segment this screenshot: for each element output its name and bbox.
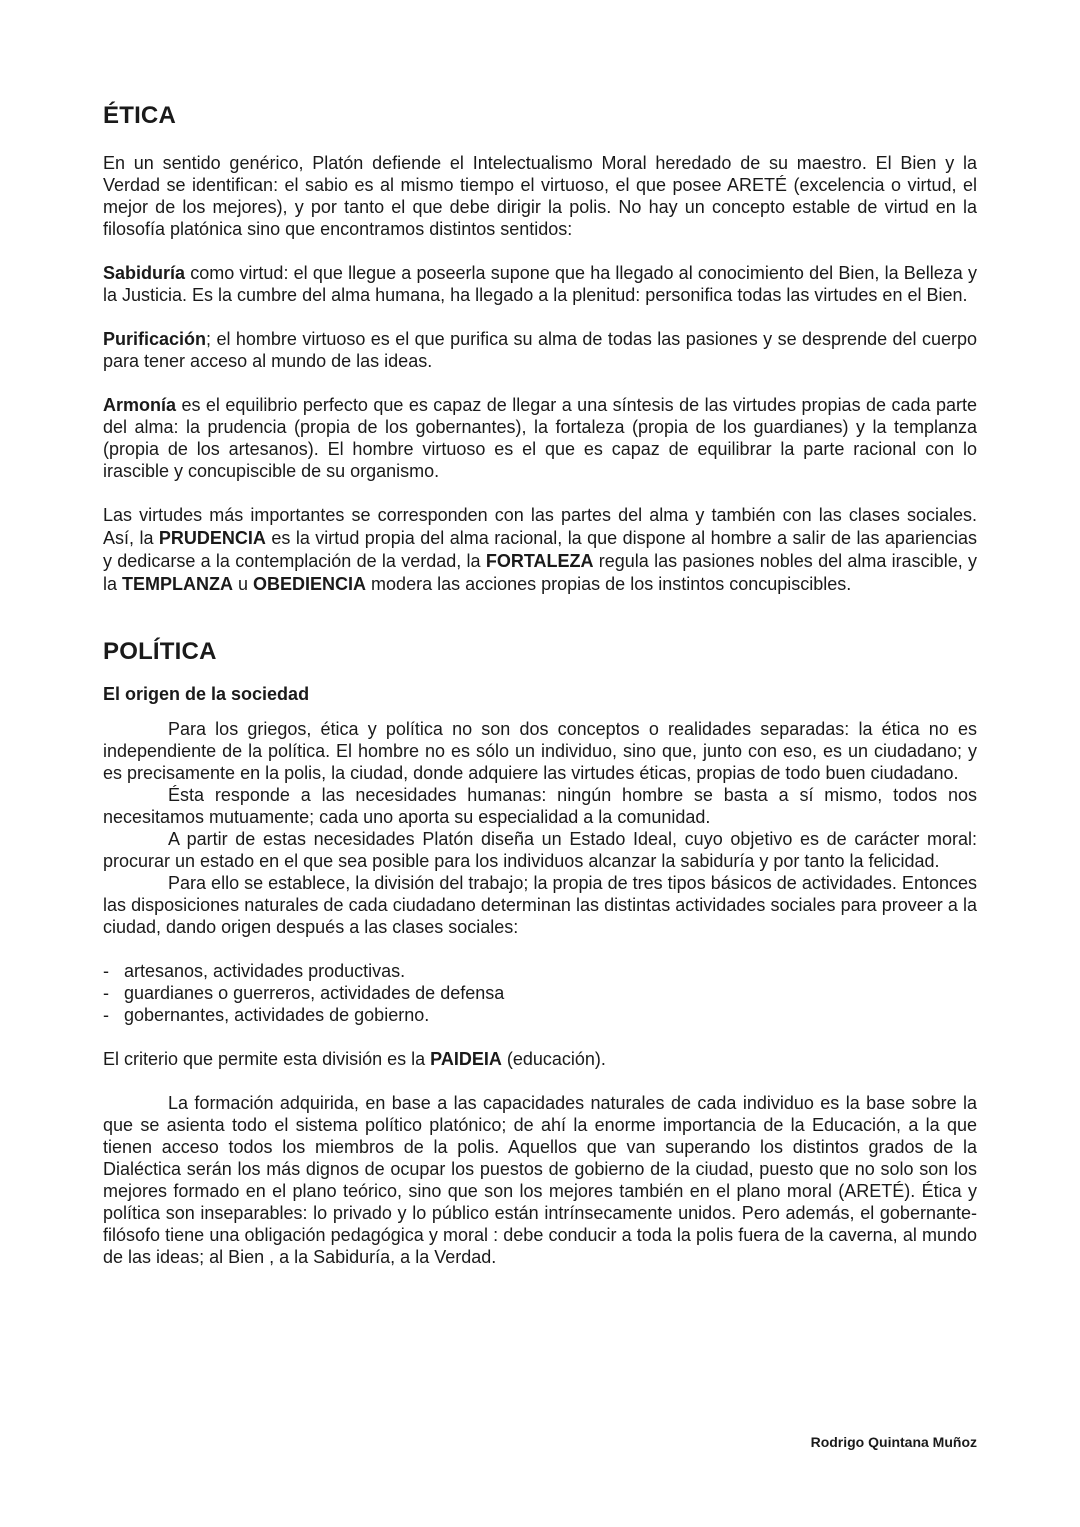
etica-heading: ÉTICA bbox=[103, 102, 176, 129]
politica-paragraph-2: Ésta responde a las necesidades humanas: ningún hombre se basta a sí mismo, todos nos necesitamos mutuamente; cada uno aporta su especialidad a la comunidad. bbox=[103, 785, 977, 827]
list-dash: - bbox=[103, 983, 109, 1003]
sabiduria-term: Sabiduría bbox=[103, 263, 186, 283]
politica-paragraph-5: La formación adquirida, en base a las capacidades naturales de cada individuo es la base sobre la que se asienta todo el sistema político platónico; de ahí la enorme importancia de la Educación, a la que tienen acceso todos los miembros de la polis. Aquellos que van superando los distintos grados de la Dialéctica serán los más dignos de ocupar los puestos de gobierno de la ciudad, puesto que no solo son los mejores formado en el plano teórico, sino que son los mejores también en el plano moral (ARETÉ). Ética y política son inseparables: lo privado y lo público están intrínsecamente unidos. Pero además, el gobernante-filósofo tiene una obligación pedagógica y moral : debe conducir a toda la polis fuera de la caverna, al mundo de las ideas; al Bien , a la Sabiduría, a la Verdad. bbox=[103, 1093, 977, 1267]
armonia-term: Armonía bbox=[103, 395, 177, 415]
list-dash: - bbox=[103, 961, 109, 981]
virtudes-text-2: es la virtud propia del alma racional, la que dispone al hombre a salir de las apariencias y dedicarse a la contemplación de la verdad, la bbox=[103, 528, 977, 571]
templanza-term: TEMPLANZA bbox=[122, 574, 234, 594]
list-item: - gobernantes, actividades de gobierno. bbox=[103, 1005, 430, 1025]
list-item: - guardianes o guerreros, actividades de defensa bbox=[103, 983, 505, 1003]
etica-intro-paragraph: En un sentido genérico, Platón defiende el Intelectualismo Moral heredado de su maestro. El Bien y la Verdad se identifican: el sabio es al mismo tiempo el virtuoso, el que posee ARETÉ (excelencia o virtud, el mejor de los mejores), y por tanto el que debe dirigir la polis. No hay un concepto estable de virtud en la filosofía platónica sino que encontramos distintos sentidos: bbox=[103, 153, 977, 239]
origen-sociedad-subheading: El origen de la sociedad bbox=[103, 684, 310, 704]
criterio-text-2: (educación). bbox=[501, 1049, 606, 1069]
purificacion-text: ; el hombre virtuoso es el que purifica su alma de todas las pasiones y se desprende del cuerpo para tener acceso al mundo de las ideas. bbox=[103, 329, 977, 371]
virtudes-text-5: modera las acciones propias de los instintos concupiscibles. bbox=[366, 574, 852, 594]
criterio-text-1: El criterio que permite esta división es la bbox=[103, 1049, 431, 1069]
purificacion-term: Purificación bbox=[103, 329, 207, 349]
clases-sociales-list bbox=[103, 960, 977, 1026]
author-footer: Rodrigo Quintana Muñoz bbox=[810, 1434, 977, 1450]
virtudes-text-1: Las virtudes más importantes se corresponden con las partes del alma y también con las clases sociales. Así, la bbox=[103, 505, 977, 548]
obediencia-term: OBEDIENCIA bbox=[253, 574, 367, 594]
politica-paragraph-3: A partir de estas necesidades Platón diseña un Estado Ideal, cuyo objetivo es de carácter moral: procurar un estado en el que sea posible para los individuos alcanzar la sabiduría y por tanto la felicidad. bbox=[103, 829, 977, 871]
virtudes-text-3: regula las pasiones nobles del alma irascible, y la bbox=[103, 551, 977, 594]
paideia-term: PAIDEIA bbox=[430, 1049, 502, 1069]
purificacion-paragraph bbox=[103, 328, 977, 372]
politica-paragraph-1: Para los griegos, ética y política no son dos conceptos o realidades separadas: la ética no es independiente de la política. El hombre no es sólo un individuo, sino que, junto con eso, es un ciudadano; y es precisamente en la polis, la ciudad, donde adquiere las virtudes éticas, propias de todo buen ciudadano. bbox=[103, 719, 977, 783]
politica-heading: POLÍTICA bbox=[103, 638, 217, 665]
prudencia-term: PRUDENCIA bbox=[158, 528, 266, 548]
list-dash: - bbox=[103, 1005, 109, 1025]
armonia-text: es el equilibrio perfecto que es capaz de llegar a una síntesis de las virtudes propias de cada parte del alma: la prudencia (propia de los gobernantes), la fortaleza (propia de los guardianes) y la templanza (propia de los artesanos). El hombre virtuoso es el que es capaz de equilibrar la parte racional con lo irascible y concupiscible de su organismo. bbox=[103, 395, 977, 481]
list-item: - artesanos, actividades productivas. bbox=[103, 961, 406, 981]
politica-paragraph-4: Para ello se establece, la división del trabajo; la propia de tres tipos básicos de actividades. Entonces las disposiciones naturales de cada ciudadano determinan las distintas actividades sociales para proveer a la ciudad, dando origen después a las clases sociales: bbox=[103, 873, 977, 937]
fortaleza-term: FORTALEZA bbox=[485, 551, 594, 571]
virtudes-text-4: u bbox=[233, 574, 254, 594]
criterio-paragraph bbox=[103, 1048, 977, 1070]
armonia-paragraph bbox=[103, 394, 977, 482]
document-page bbox=[103, 100, 977, 1268]
sabiduria-text: como virtud: el que llegue a poseerla supone que ha llegado al conocimiento del Bien, la Belleza y la Justicia. Es la cumbre del alma humana, ha llegado a la plenitud: personifica todas las virtudes en el Bien. bbox=[103, 263, 977, 305]
sabiduria-paragraph bbox=[103, 262, 977, 306]
virtudes-paragraph bbox=[103, 504, 977, 596]
